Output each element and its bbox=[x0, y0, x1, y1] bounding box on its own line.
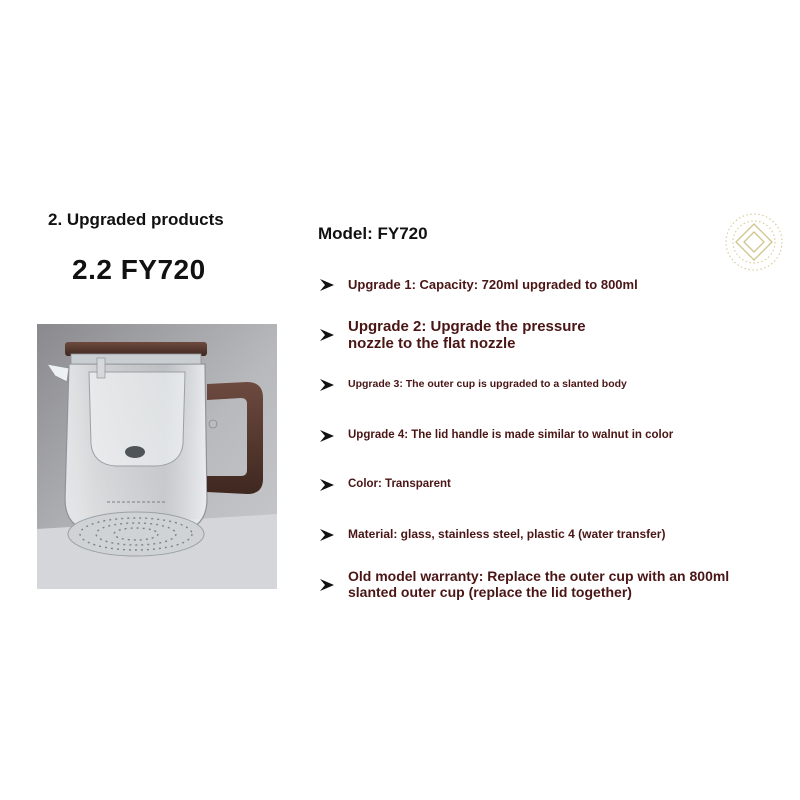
upgrade-1-text: Upgrade 1: Capacity: 720ml upgraded to 800ml bbox=[348, 277, 638, 292]
color-item bbox=[318, 478, 451, 492]
warranty-text: Old model warranty: Replace the outer cup with an 800ml slanted outer cup (replace the lid together) bbox=[348, 568, 730, 601]
upgrade-4-item bbox=[318, 429, 673, 443]
color-text: Color: Transparent bbox=[348, 478, 451, 490]
arrow-bullet-icon bbox=[318, 528, 336, 542]
arrow-bullet-icon bbox=[318, 378, 336, 392]
upgrade-2-text: Upgrade 2: Upgrade the pressure nozzle to the flat nozzle bbox=[348, 318, 586, 353]
teapot-photo bbox=[37, 324, 277, 589]
product-title: 2.2 FY720 bbox=[72, 254, 206, 285]
upgrade-4-text: Upgrade 4: The lid handle is made similar to walnut in color bbox=[348, 429, 674, 441]
warranty-item bbox=[318, 568, 768, 600]
arrow-bullet-icon bbox=[318, 478, 336, 492]
arrow-bullet-icon bbox=[318, 578, 336, 592]
material-text: Material: glass, stainless steel, plastic 4 (water transfer) bbox=[348, 527, 666, 541]
arrow-bullet-icon bbox=[318, 429, 336, 443]
section-title: 2. Upgraded products bbox=[48, 210, 224, 229]
upgrade-2-item bbox=[318, 318, 598, 353]
upgrade-3-text: Upgrade 3: The outer cup is upgraded to a slanted body bbox=[348, 378, 627, 390]
upgrade-3-item bbox=[318, 378, 627, 392]
arrow-bullet-icon bbox=[318, 278, 336, 292]
arrow-bullet-icon bbox=[318, 328, 336, 342]
material-item bbox=[318, 528, 665, 542]
ornament-logo-icon bbox=[722, 210, 786, 274]
model-label: Model: FY720 bbox=[318, 224, 428, 243]
upgrade-1-item bbox=[318, 278, 638, 293]
